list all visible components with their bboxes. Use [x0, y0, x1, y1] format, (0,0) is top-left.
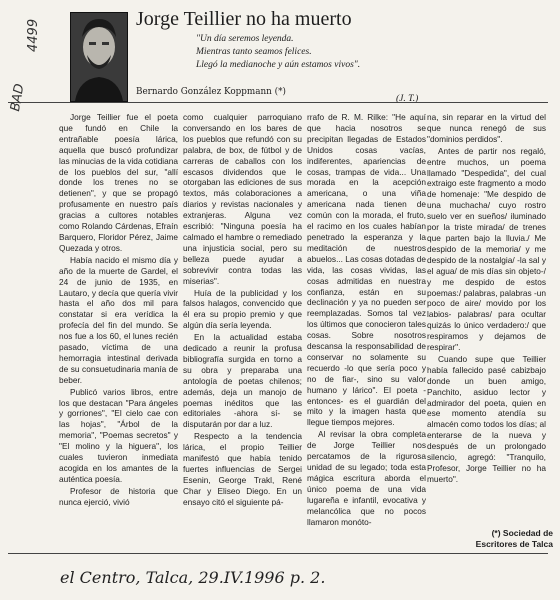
footnote-line: (*) Sociedad de	[491, 528, 553, 538]
column-4	[427, 112, 546, 524]
paragraph: Respecto a la tendencia lárica, el propio Teillier manifestó que había tenido fuertes influencias de Sergei Esenin, George Trakl, René Char y Eliseo Diego. En un ensayo citó el siguiente pá-	[183, 431, 302, 507]
epigraph-line: Llegó la medianoche y aún estamos vivos".	[196, 60, 361, 70]
paragraph: Cuando supe que Teillier había fallecido pasé cabizbajo donde un buen amigo, Panchito, asiduo lector y admirador del poeta, quien en ese momento atendía su almacén como todos los días; al enterarse de la nueva y después de un prolongado silencio, agregó: "Tranquilo, Profesor, Jorge Teillier no ha muerto".	[427, 353, 546, 484]
footnote-line: Escritores de Talca	[475, 539, 553, 549]
author-photo	[70, 12, 128, 102]
paragraph: Profesor de historia que nunca ejerció, vivió	[59, 485, 178, 507]
paragraph: Había nacido el mismo día y año de la muerte de Gardel, el 24 de junio de 1935, en Lautaro, y decía que quería vivir hasta el año dos mil para constatar si era verídica la profecía del fin del mundo. Se nos fue a los 60, el lunes recién pasado, víctima de una hemorragia intestinal derivada de su consuetudinaria manía de beber.	[59, 254, 178, 385]
article-title: Jorge Teillier no ha muerto	[136, 8, 352, 30]
paragraph: En la actualidad estaba dedicado a reunir la profusa bibliografía surgida en torno a su obra y preparaba una antología de poetas chilenos; además, deja un manojo de poemas inéditos que las editoriales -ahora sí- se disputarán por dar a luz.	[183, 332, 302, 430]
epigraph-signature: (J. T.)	[396, 94, 419, 104]
column-2	[183, 112, 302, 544]
author-portrait	[71, 13, 127, 101]
paragraph: Al revisar la obra completa de Jorge Teillier nos percatamos de la rigurosa unidad de su legado; toda esta mágica escritura aborda el único poema de una vida lugareña e infantil, evocativa y melancólica que no pocos llamaron monóto-	[307, 429, 426, 527]
margin-number: 4499	[26, 18, 41, 52]
paragraph: Antes de partir nos regaló, entre muchos, un poema llamado "Despedida", del cual extraigo este fragmento a modo de homenaje: "Me despido de una muchacha/ cuyo rostro suelo ver en sueños/ iluminado por la triste mirada/ de trenes que parten bajo la lluvia./ Me despido de la memoria/ y me despido de la nostalgia/ -la sal y el agua/ de mis días sin objeto-/ y me despido de estos poemas:/ palabras, palabras -un poco de aire/ movido por los labios- palabras/ para ocultar quizás lo único verdadero:/ que respiramos y dejamos de respirar".	[427, 145, 546, 353]
margin-code: BAD	[8, 82, 28, 113]
paragraph: Huía de la publicidad y los falsos halagos, convencido que él era su propio premio y que algún día sería leyenda.	[183, 287, 302, 331]
author-footnote	[445, 528, 553, 550]
paragraph: Publicó varios libros, entre los que destacan "Para ángeles y gorriones", "El cielo cae con las hojas", "Árbol de la memoria", "Poemas secretos" y "El molino y la higuera", los cuales tuvieron inmediata acogida en los amantes de la auténtica poesía.	[59, 386, 178, 484]
paragraph: como cualquier parroquiano conversando en los bares de los pueblos que refundó con su palabra, de box, de fútbol y de carreras de caballos con los escasos dividendos que le otorgaban las ediciones de sus textos, más colaboraciones a diarios y revistas nacionales y extranjeras. Alguna vez escribió: "Ninguna poesía ha calmado el hambre o remediado una injusticia social, pero su belleza puede ayudar a sobrevivir contra todas las miserias".	[183, 112, 302, 286]
paragraph: Jorge Teillier fue el poeta que fundó en Chile la entrañable poesía lárica, aquella que buscó profundizar las minucias de la vida cotidiana de los pueblos del sur, "allí donde los trenes no se detienen", y que se propagó profusamente en nuestro país gracias a cultores notables como Rolando Cárdenas, Efraín Barquero, Floridor Pérez, Jaime Quezada y otros.	[59, 112, 178, 253]
byline: Bernardo González Koppmann (*)	[136, 87, 286, 97]
epigraph-line: Mientras tanto seamos felices.	[196, 47, 312, 57]
epigraph-line: "Un día seremos leyenda.	[196, 34, 294, 44]
paragraph: rrafo de R. M. Rilke: "He aquí que hacia nosotros se precipitan llegadas de Estados Unidos cosas vacías, indiferentes, apariencias de cosas, trampas de vida... Una morada en la acepción americana, o una viña americana nada tienen de común con la morada, el fruto, el racimo en los cuales habían penetrado la esperanza y la meditación de nuestros abuelos... Las cosas dotadas de vida, las cosas vividas, las cosas admitidas en nuestra confianza, están en su declinación y ya no pueden ser reemplazadas. Somos tal vez los últimos que conocieron tales cosas. Sobre nosotros descansa la responsabilidad de conservar no solamente su recuerdo -lo que sería poco y no de fiar-, sino su valor humano y lárico". El poeta -entonces- es el guardián del mito y la imagen hasta que llegue tiempos mejores.	[307, 112, 426, 428]
handwritten-source: el Centro, Talca, 29.IV.1996 p. 2.	[60, 568, 326, 587]
column-1	[59, 112, 178, 544]
paragraph: na, sin reparar en la virtud del que nunca renegó de sus "dominios perdidos".	[427, 112, 546, 144]
column-3	[307, 112, 426, 544]
